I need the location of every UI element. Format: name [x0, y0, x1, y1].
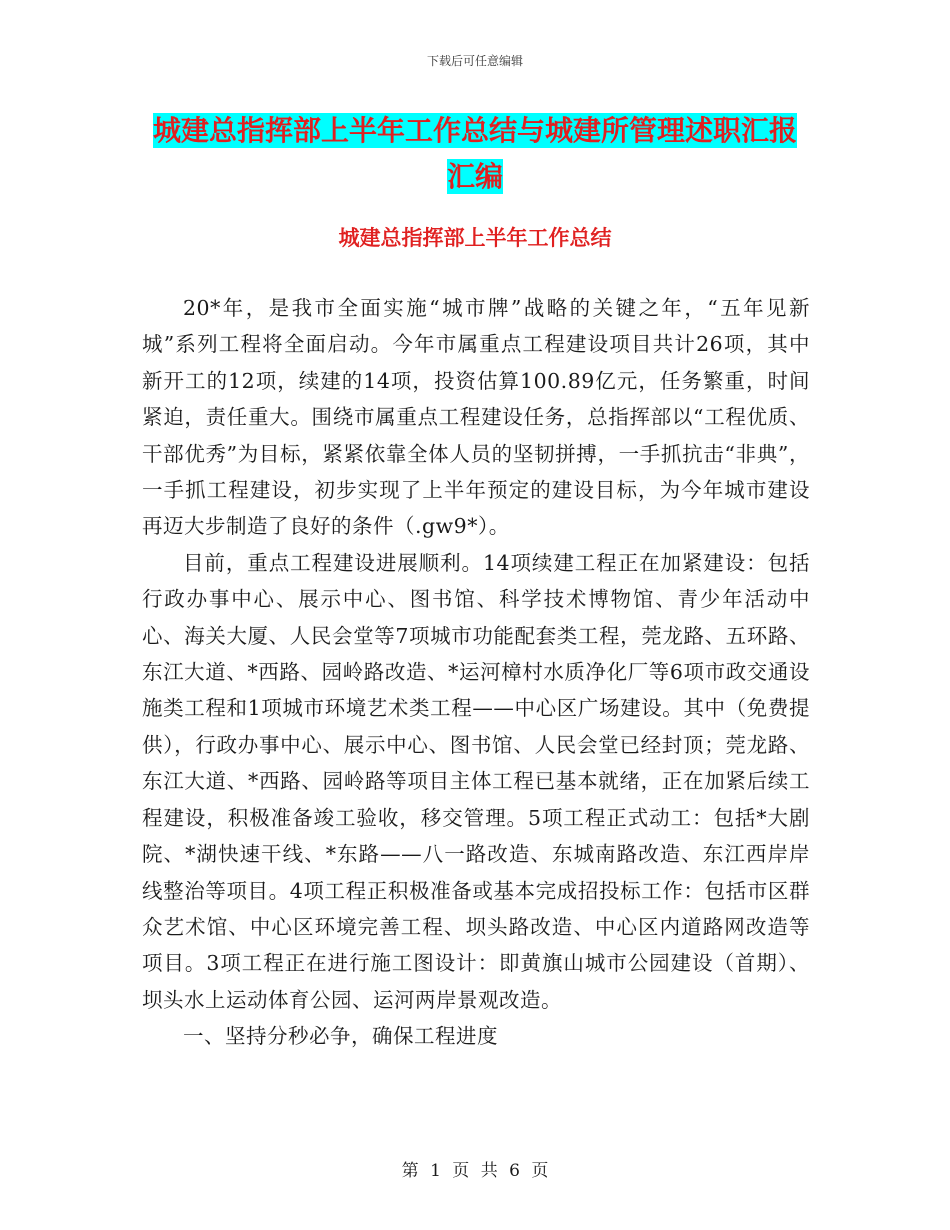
document-title — [130, 108, 820, 200]
section-title: 城建总指挥部上半年工作总结 — [338, 226, 612, 250]
document-title-line-1: 城建总指挥部上半年工作总结与城建所管理述职汇报 — [152, 114, 797, 147]
paragraph-intro: 20*年，是我市全面实施“城市牌”战略的关键之年，“五年见新城”系列工程将全面启动。今年市属重点工程建设项目共计26项，其中新开工的12项，续建的14项，投资估算100.89亿元，任务繁重，时间紧迫，责任重大。围绕市属重点工程建设任务，总指挥部以“工程优质、干部优秀”为目标，紧紧依靠全体人员的坚韧拼搏，一手抓抗击“非典”，一手抓工程建设，初步实现了上半年预定的建设目标，为今年城市建设再迈大步制造了良好的条件（.gw9*）。 — [142, 296, 810, 539]
document-body — [142, 290, 810, 1055]
page-header-note: 下载后可任意编辑 — [426, 54, 523, 68]
document-title-line-2: 汇编 — [446, 160, 503, 193]
page-footer: 第 1 页 共 6 页 — [401, 1161, 549, 1181]
paragraph-progress: 目前，重点工程建设进展顺利。14项续建工程正在加紧建设：包括行政办事中心、展示中心、图书馆、科学技术博物馆、青少年活动中心、海关大厦、人民会堂等7项城市功能配套类工程，莞龙路、五环路、东江大道、*西路、园岭路改造、*运河樟村水质净化厂等6项市政交通设施类工程和1项城市环境艺术类工程——中心区广场建设。其中（免费提供），行政办事中心、展示中心、图书馆、人民会堂已经封顶；莞龙路、东江大道、*西路、园岭路等项目主体工程已基本就绪，正在加紧后续工程建设，积极准备竣工验收，移交管理。5项工程正式动工：包括*大剧院、*湖快速干线、*东路——八一路改造、东城南路改造、东江西岸岸线整治等项目。4项工程正积极准备或基本完成招投标工作：包括市区群众艺术馆、中心区环境完善工程、坝头路改造、中心区内道路网改造等项目。3项工程正在进行施工图设计：即黄旗山城市公园建设（首期）、坝头水上运动体育公园、运河两岸景观改造。 — [142, 550, 810, 1012]
subheading-1: 一、坚持分秒必争，确保工程进度 — [183, 1024, 498, 1049]
